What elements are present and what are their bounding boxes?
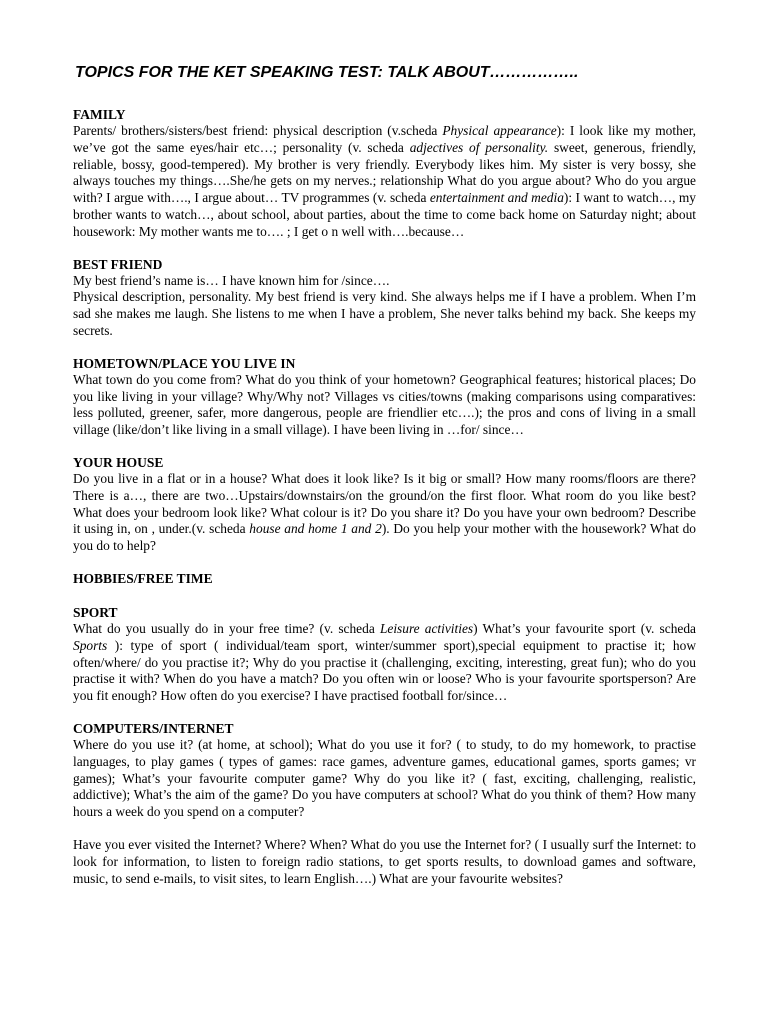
- italic-reference: adjectives of personality.: [409, 139, 549, 155]
- page-title: TOPICS FOR THE KET SPEAKING TEST: TALK ABOUT……………..: [75, 64, 579, 81]
- text-run: What do you usually do in your free time? (v. scheda: [73, 620, 380, 636]
- italic-reference: Physical appearance: [442, 123, 557, 138]
- document-body: [73, 106, 696, 887]
- text-run: My best friend’s name is… I have known him for /since….: [73, 272, 390, 288]
- italic-reference: house and home 1 and 2: [249, 521, 382, 537]
- section-best-friend: [73, 256, 696, 340]
- section-sport: [73, 604, 696, 705]
- text-run: Parents/ brothers/sisters/best friend: physical description (v.scheda: [73, 123, 443, 138]
- text-run: sweet, generous, friendly, reliable, bossy, good-tempered). My brother is very friendly. Everybody likes him. My sister is very bossy, she always touches my things….She/he gets on my nerves.; relationship What do you argue about? Who do you argue with? I argue with…., I argue about… TV programmes (v. scheda: [73, 139, 696, 206]
- italic-reference: Leisure activities: [379, 620, 474, 636]
- section-heading: HOMETOWN/PLACE YOU LIVE IN: [73, 355, 296, 371]
- document-page: [73, 64, 696, 902]
- section-hometown-place-you-live-in: [73, 355, 696, 439]
- section-computers-internet: [73, 720, 696, 887]
- text-run: Have you ever visited the Internet? Where? When? What do you use the Internet for? ( I usually surf the Internet: to look for information, to listen to foreign radio stations, to get sports results, to download games and software, music, to send e-mails, to visit sites, to learn English….) What are your favourite websites?: [73, 836, 696, 886]
- section-heading: BEST FRIEND: [73, 256, 163, 272]
- text-run: ) What’s your favourite sport (v. scheda: [473, 620, 696, 636]
- section-heading: HOBBIES/FREE TIME: [73, 570, 213, 586]
- paragraph: [73, 289, 696, 339]
- section-heading: YOUR HOUSE: [73, 454, 164, 470]
- section-heading: FAMILY: [73, 107, 126, 122]
- text-run: ): type of sport ( individual/team sport, winter/summer sport),special equipment to practise it; how often/where/ do you practise it?; Why do you practise it (challenging, exciting, interesting, great fun); who do you practise it with? When do you have a match? Do you often win or loose? Who is your favourite sportsperson? Are you fit enough? How often do you exercise? I have practised football for/since…: [73, 637, 696, 704]
- paragraph: [73, 123, 696, 241]
- text-run: Where do you use it? (at home, at school); What do you use it for? ( to study, to do my homework, to practise languages, to play games ( types of games: race games, adventure games, educational games, sports games; vr games); What’s your favourite computer game? Why do you like it? ( fast, exciting, challenging, realistic, addictive); What’s the aim of the game? Do you have computers at school? What do you think of them? How many hours a week do you spend on a computer?: [73, 736, 696, 820]
- text-run: ): I want to watch…, my brother wants to watch…, about school, about parties, about the time to come back home on Saturday night; about housework: My mother wants me to…. ; I get o n well with….because…: [73, 190, 696, 239]
- text-run: Do you live in a flat or in a house? What does it look like? Is it big or small? How many rooms/floors are there? There is a…, there are two…Upstairs/downstairs/on the ground/on the first floor. What room do you like best? What does your bedroom look like? What colour is it? Do you share it? Do you have your own bedroom? Describe it using in, on , under.(v. scheda: [73, 470, 696, 537]
- paragraph: [73, 737, 696, 821]
- section-your-house: [73, 454, 696, 555]
- section-family: [73, 106, 696, 241]
- section-heading: SPORT: [73, 604, 118, 620]
- italic-reference: Sports: [73, 637, 108, 653]
- section-hobbies-free-time: [73, 570, 696, 587]
- paragraph: [73, 837, 696, 887]
- paragraph: [73, 621, 696, 705]
- text-run: Physical description, personality. My best friend is very kind. She always helps me if I have a problem. When I’m sad she makes me laugh. She listens to me when I have a problem, She never talks behind my back. She keeps my secrets.: [73, 289, 696, 338]
- text-run: ). Do you help your mother with the housework? What do you do to help?: [73, 521, 697, 554]
- paragraph: [73, 372, 696, 439]
- text-run: ): I look like my mother, we’ve got the same eyes/hair etc…; personality (v. scheda: [73, 123, 697, 155]
- italic-reference: entertainment and media: [429, 190, 564, 206]
- section-heading: COMPUTERS/INTERNET: [73, 720, 234, 736]
- paragraph: [73, 273, 696, 290]
- paragraph: [73, 471, 696, 555]
- text-run: What town do you come from? What do you think of your hometown? Geographical features; historical places; Do you like living in your village? Why/Why not? Villages vs cities/towns (making comparisons using comparatives: less polluted, greener, safer, more dangerous, people are friendlier etc….); the pros and cons of living in a small village (like/don’t like living in a small village). I have been living in …for/ since…: [73, 371, 696, 438]
